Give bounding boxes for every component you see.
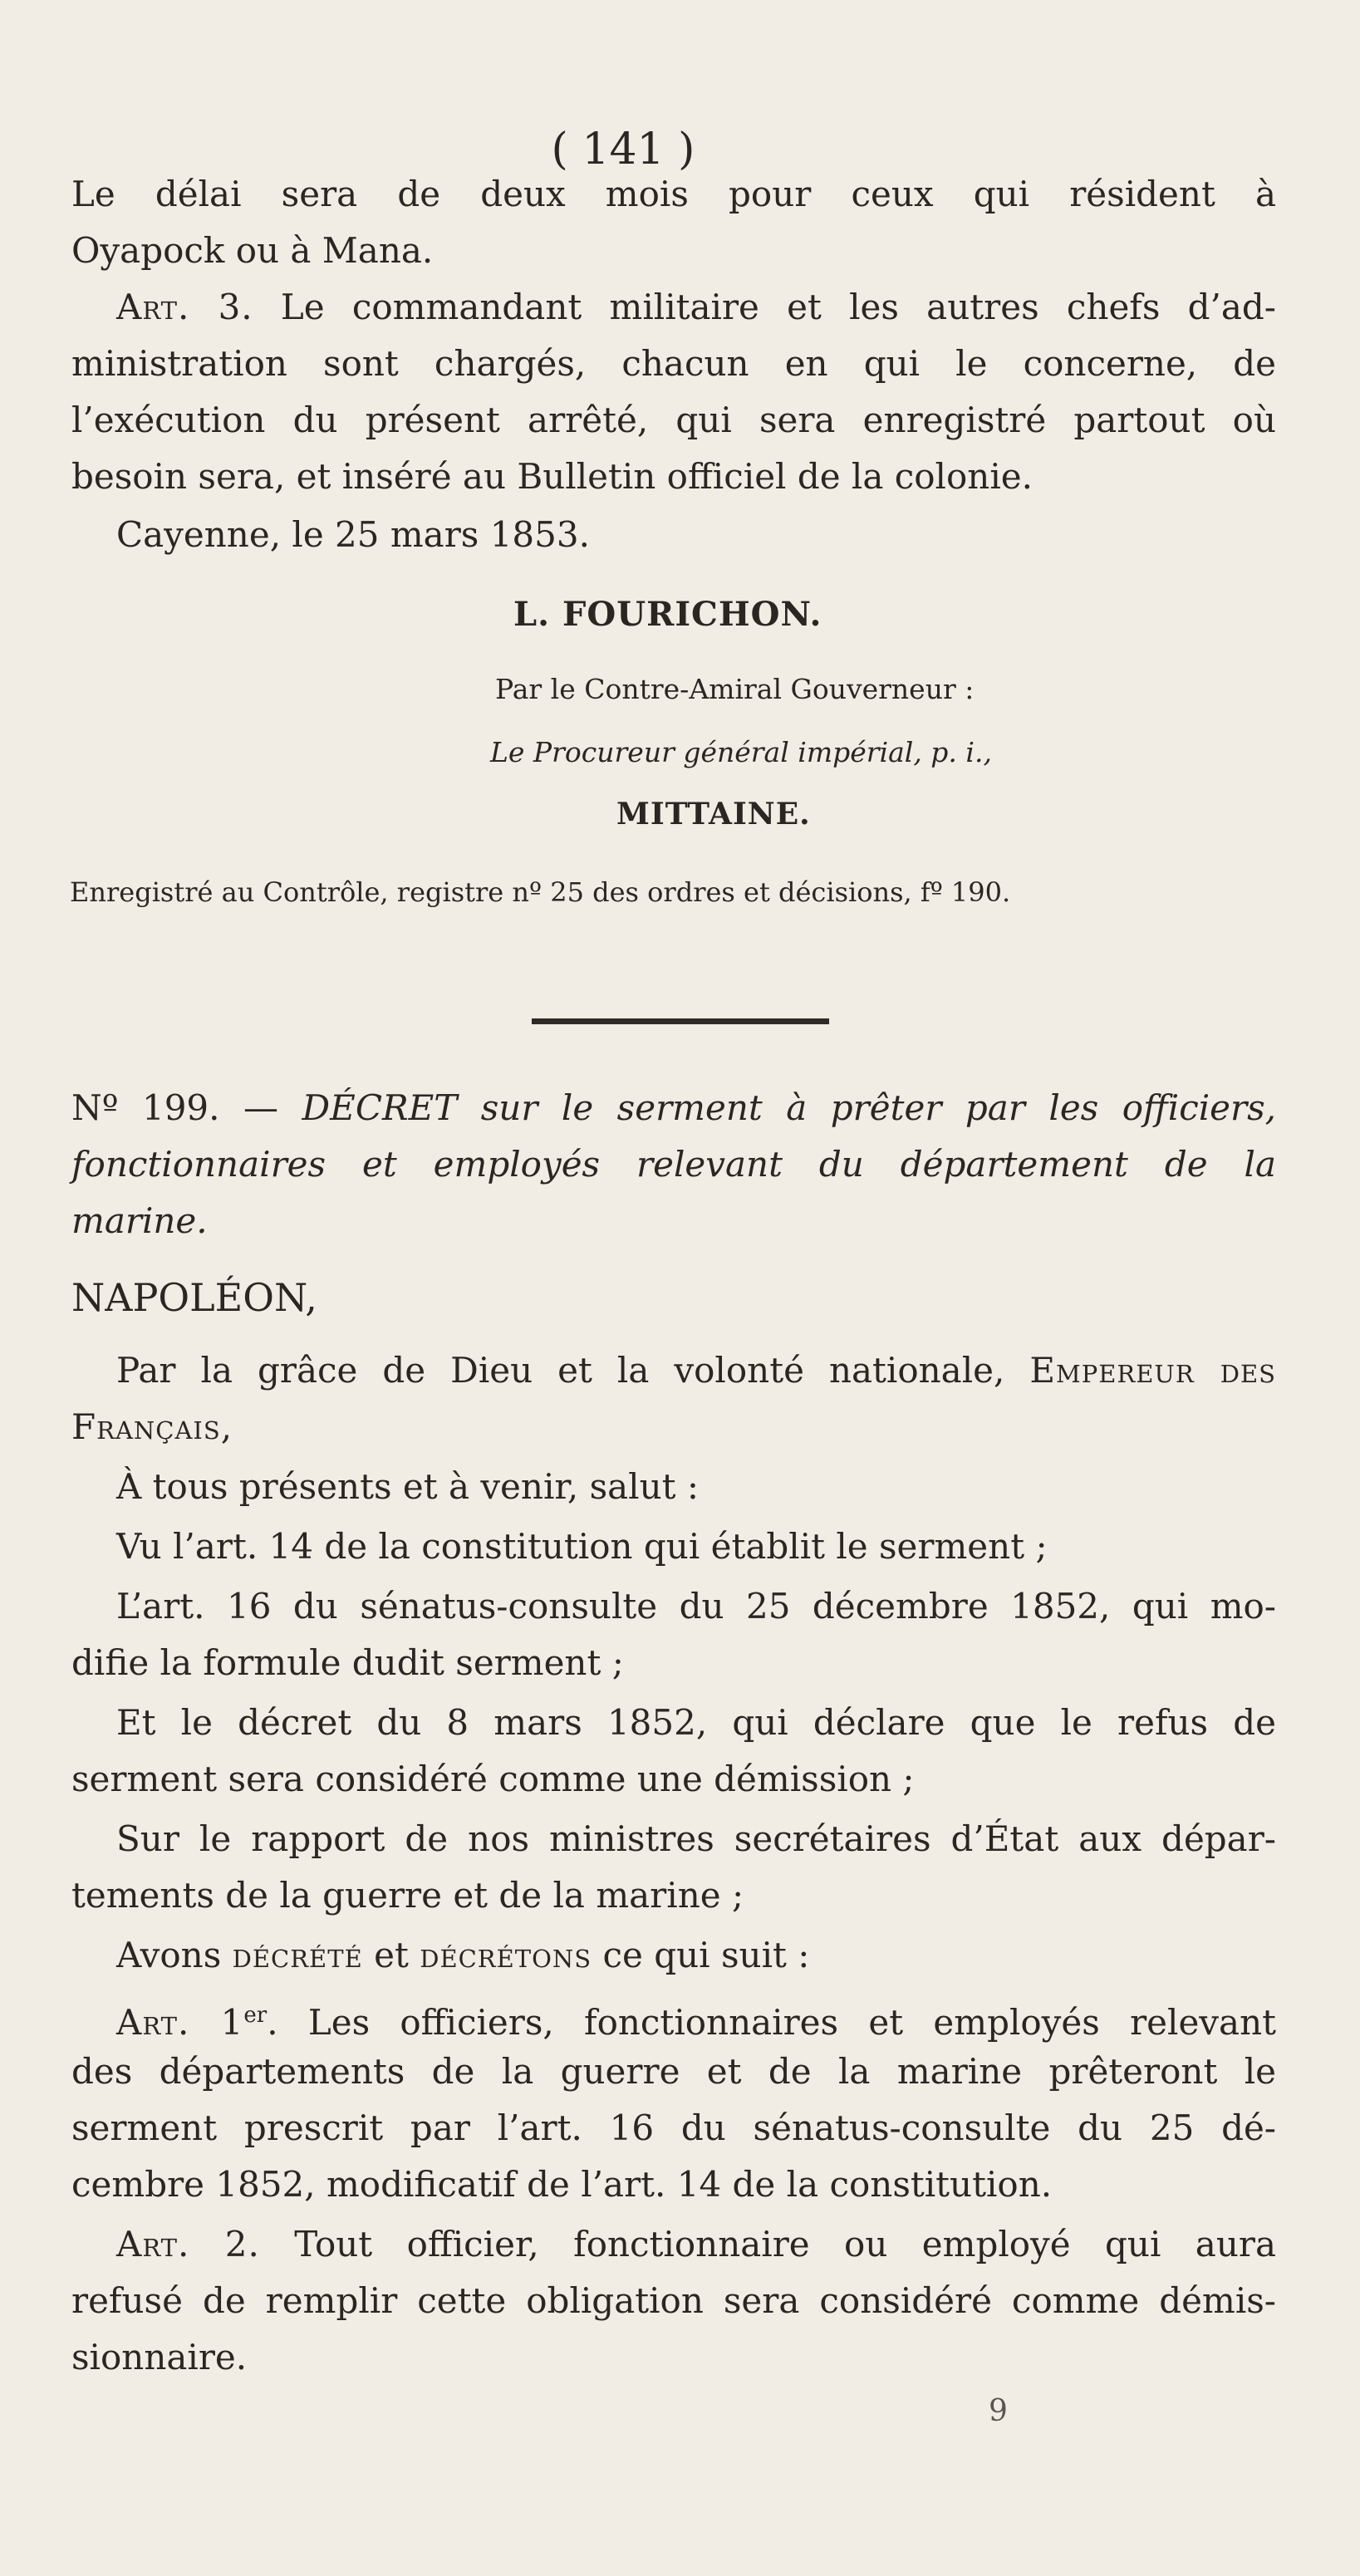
art1-line-2: des départements de la guerre et de la marine prêteront le	[71, 2051, 1276, 2092]
grace-line-2: Français,	[71, 1406, 233, 1447]
art1-line-4: cembre 1852, modificatif de l’art. 14 de la constitution.	[71, 2164, 1053, 2205]
art2-line-3: sionnaire.	[71, 2337, 248, 2377]
art3-line-4: besoin sera, et inséré au Bulletin officiel de la colonie.	[71, 456, 1033, 497]
art1-line-3: serment prescrit par l’art. 16 du sénatus-consulte du 25 dé-	[71, 2107, 1276, 2148]
place-date: Cayenne, le 25 mars 1853.	[116, 514, 590, 555]
signature-name: L. FOURICHON.	[513, 595, 822, 634]
intro-line-1: Le délai sera de deux mois pour ceux qui résident à	[71, 174, 1276, 214]
signature-by-line: Par le Contre-Amiral Gouverneur :	[495, 673, 975, 705]
decree-number: Nº 199. —	[71, 1087, 278, 1128]
grace-line-1: Par la grâce de Dieu et la volonté nationale, Empereur des	[116, 1350, 1277, 1391]
section-divider	[532, 1018, 829, 1024]
decret-line-1: Et le décret du 8 mars 1852, qui déclare que le refus de	[116, 1702, 1276, 1743]
signature-mark: 9	[989, 2394, 1008, 2428]
salut-line: À tous présents et à venir, salut :	[116, 1466, 700, 1507]
napoleon-heading: NAPOLÉON,	[71, 1275, 317, 1320]
decret-line-2: serment sera considéré comme une démission ;	[71, 1759, 915, 1799]
intro-line-2: Oyapock ou à Mana.	[71, 230, 434, 271]
page-number: ( 141 )	[551, 125, 695, 174]
art16-line-1: L’art. 16 du sénatus-consulte du 25 décembre 1852, qui mo-	[116, 1586, 1276, 1627]
procureur-line: Le Procureur général impérial, p. i.,	[490, 736, 992, 768]
decree-title-line-1: Nº 199. — DÉCRET sur le serment à prêter par les officiers,	[71, 1087, 1277, 1128]
art2-line-2: refusé de remplir cette obligation sera considéré comme démis-	[71, 2280, 1276, 2321]
art1-line-1: Art. 1er. Les officiers, fonctionnaires et employés relevant	[116, 2002, 1277, 2043]
art2-label: Art. 2.	[116, 2224, 260, 2264]
art2-line-1: Art. 2. Tout officier, fonctionnaire ou employé qui aura	[116, 2224, 1277, 2264]
art3-label: Art. 3.	[116, 287, 253, 327]
decree-title-line-3: marine.	[71, 1200, 208, 1241]
rapport-line-1: Sur le rapport de nos ministres secrétaires d’État aux dépar-	[116, 1818, 1276, 1859]
art16-line-2: difie la formule dudit serment ;	[71, 1642, 624, 1683]
vu-line: Vu l’art. 14 de la constitution qui établit le serment ;	[116, 1526, 1048, 1567]
art3-line-1: Art. 3. Le commandant militaire et les autres chefs d’ad-	[116, 287, 1276, 327]
art3-line-2: ministration sont chargés, chacun en qui le concerne, de	[71, 343, 1276, 384]
decree-title-line-2: fonctionnaires et employés relevant du département de la	[71, 1144, 1276, 1185]
signature-name-2: MITTAINE.	[616, 797, 811, 832]
enregistre-line: Enregistré au Contrôle, registre nº 25 des ordres et décisions, fº 190.	[70, 876, 1011, 908]
art3-line-3: l’exécution du présent arrêté, qui sera enregistré partout où	[71, 400, 1276, 440]
avons-line: Avons décrété et décrétons ce qui suit :	[116, 1935, 810, 1975]
rapport-line-2: tements de la guerre et de la marine ;	[71, 1875, 744, 1916]
art1-label: Art. 1	[116, 2002, 244, 2043]
